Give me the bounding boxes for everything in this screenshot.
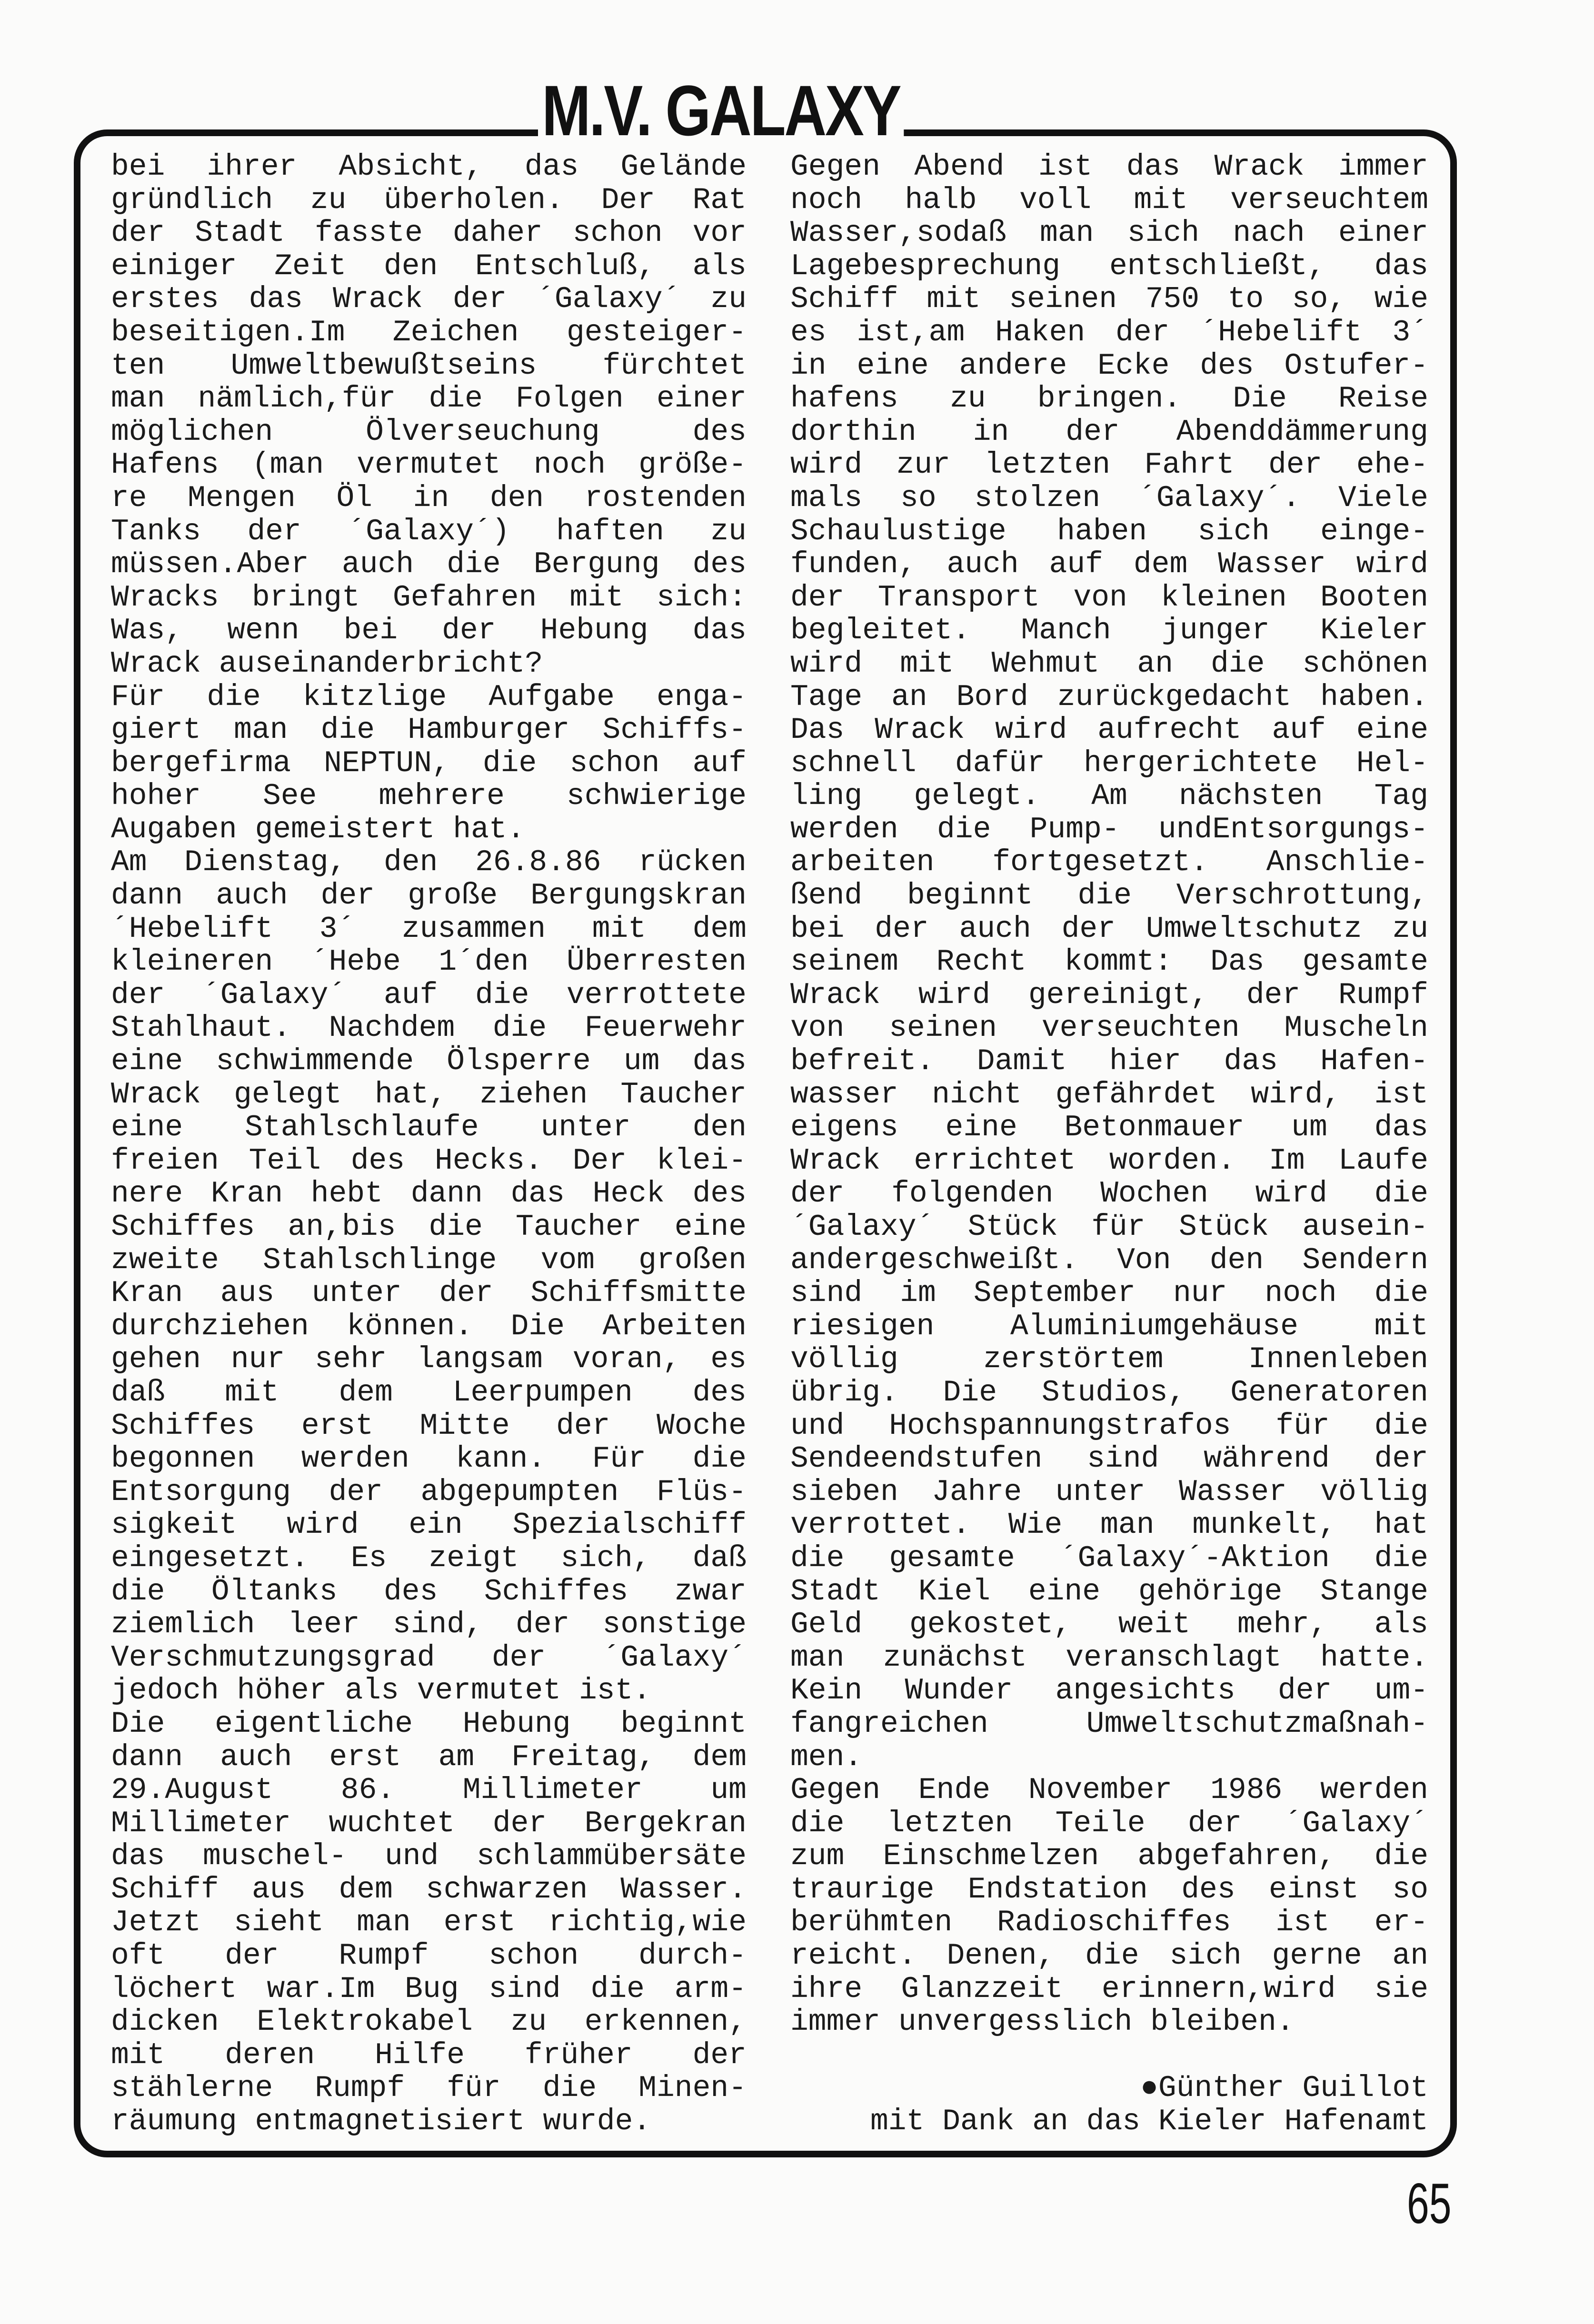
article-column-left [111,150,747,2138]
text-line: Wrack errichtet worden. Im Laufe [790,1143,1428,1178]
text-line: 29.August 86. Millimeter um [111,1773,747,1808]
text-line: Kein Wunder angesichts der um- [790,1674,1428,1708]
text-line: Wasser,sodaß man sich nach einer [790,216,1428,250]
text-line: nere Kran hebt dann das Heck des [111,1177,747,1211]
text-line: hoher See mehrere schwierige [111,779,747,814]
text-line: Entsorgung der abgepumpten Flüs- [111,1475,747,1509]
text-line: wird mit Wehmut an die schönen [790,646,1428,681]
page-number: 65 [1407,2172,1452,2235]
text-line: ´Galaxy´ Stück für Stück ausein- [790,1210,1428,1244]
text-line: sind im September nur noch die [790,1276,1428,1311]
text-line: beseitigen.Im Zeichen gesteiger- [111,315,747,349]
text-line: traurige Endstation des einst so [790,1872,1428,1907]
text-line: Sendeendstufen sind während der [790,1442,1428,1476]
text-line: gehen nur sehr langsam voran, es [111,1342,747,1377]
text-line: Tanks der ´Galaxy´) haften zu [111,514,747,548]
text-line: Stadt Kiel eine gehörige Stange [790,1574,1428,1609]
text-line: begleitet. Manch junger Kieler [790,614,1428,648]
text-line: die Öltanks des Schiffes zwar [111,1574,747,1609]
text-line: der ´Galaxy´ auf die verrottete [111,978,747,1012]
text-line: men. [790,1740,863,1774]
text-line: dann auch erst am Freitag, dem [111,1740,747,1774]
text-line: immer unvergesslich bleiben. [790,2005,1295,2039]
text-line: eigens eine Betonmauer um das [790,1111,1428,1145]
text-line: jedoch höher als vermutet ist. [111,1674,651,1708]
text-line: andergeschweißt. Von den Sendern [790,1243,1428,1277]
text-line: mals so stolzen ´Galaxy´. Viele [790,481,1428,515]
text-line: freien Teil des Hecks. Der klei- [111,1143,747,1178]
text-line: Geld gekostet, weit mehr, als [790,1608,1428,1642]
text-line: begonnen werden kann. Für die [111,1442,747,1476]
text-line: der Transport von kleinen Booten [790,580,1428,615]
text-line: einiger Zeit den Entschluß, als [111,249,747,283]
text-line: bei ihrer Absicht, das Gelände [111,150,747,184]
text-line: Das Wrack wird aufrecht auf eine [790,713,1428,747]
text-line: noch halb voll mit verseuchtem [790,183,1428,217]
text-line: Am Dienstag, den 26.8.86 rücken [111,845,747,880]
text-line: giert man die Hamburger Schiffs- [111,713,747,747]
text-line: Wrack wird gereinigt, der Rumpf [790,978,1428,1012]
text-line: ihre Glanzzeit erinnern,wird sie [790,1972,1428,2006]
text-line: reicht. Denen, die sich gerne an [790,1939,1428,1973]
text-line: eine schwimmende Ölsperre um das [111,1044,747,1079]
text-line: wird zur letzten Fahrt der ehe- [790,448,1428,482]
text-line: fangreichen Umweltschutzmaßnah- [790,1707,1428,1741]
author-signature: ●Günther Guillot [1140,2071,1428,2106]
text-line: funden, auch auf dem Wasser wird [790,547,1428,582]
text-line: Schiffes erst Mitte der Woche [111,1409,747,1443]
text-line: übrig. Die Studios, Generatoren [790,1375,1428,1410]
text-line: ßend beginnt die Verschrottung, [790,879,1428,913]
text-line: müssen.Aber auch die Bergung des [111,547,747,582]
text-line: bei der auch der Umweltschutz zu [790,912,1428,946]
text-line: Was, wenn bei der Hebung das [111,614,747,648]
text-line: zum Einschmelzen abgefahren, die [790,1839,1428,1874]
text-line: Wracks bringt Gefahren mit sich: [111,580,747,615]
text-line: Tage an Bord zurückgedacht haben. [790,680,1428,714]
text-line: bergefirma NEPTUN, die schon auf [111,746,747,780]
page-title: M.V. GALAXY [538,81,904,140]
text-line: ten Umweltbewußtseins fürchtet [111,348,747,383]
text-line: stählerne Rumpf für die Minen- [111,2071,747,2106]
text-line: befreit. Damit hier das Hafen- [790,1044,1428,1079]
text-line: Augaben gemeistert hat. [111,812,525,846]
text-line: schnell dafür hergerichtete Hel- [790,746,1428,780]
text-line: dorthin in der Abenddämmerung [790,415,1428,449]
text-line: die letzten Teile der ´Galaxy´ [790,1806,1428,1840]
text-line: der folgenden Wochen wird die [790,1177,1428,1211]
text-line: dicken Elektrokabel zu erkennen, [111,2005,747,2039]
text-line: ziemlich leer sind, der sonstige [111,1608,747,1642]
text-line: Jetzt sieht man erst richtig,wie [111,1906,747,1940]
text-line: möglichen Ölverseuchung des [111,415,747,449]
text-line: es ist,am Haken der ´Hebelift 3´ [790,315,1428,349]
acknowledgement: mit Dank an das Kieler Hafenamt [870,2105,1428,2139]
text-line: werden die Pump- undEntsorgungs- [790,812,1428,846]
text-line: man nämlich,für die Folgen einer [111,382,747,416]
text-line: gründlich zu überholen. Der Rat [111,183,747,217]
text-line: berühmten Radioschiffes ist er- [790,1906,1428,1940]
text-line: Wrack gelegt hat, ziehen Taucher [111,1077,747,1112]
text-line: re Mengen Öl in den rostenden [111,481,747,515]
text-line: Millimeter wuchtet der Bergekran [111,1806,747,1840]
text-line: Lagebesprechung entschließt, das [790,249,1428,283]
text-line: man zunächst veranschlagt hatte. [790,1640,1428,1675]
text-line: arbeiten fortgesetzt. Anschlie- [790,845,1428,880]
text-line: die gesamte ´Galaxy´-Aktion die [790,1541,1428,1575]
text-line: durchziehen können. Die Arbeiten [111,1309,747,1343]
text-line: hafens zu bringen. Die Reise [790,382,1428,416]
text-line: riesigen Aluminiumgehäuse mit [790,1309,1428,1343]
text-line: Für die kitzlige Aufgabe enga- [111,680,747,714]
text-line: das muschel- und schlammübersäte [111,1839,747,1874]
text-line: Verschmutzungsgrad der ´Galaxy´ [111,1640,747,1675]
text-line: Hafens (man vermutet noch größe- [111,448,747,482]
text-line: Schiffes an,bis die Taucher eine [111,1210,747,1244]
text-line: wasser nicht gefährdet wird, ist [790,1077,1428,1112]
text-line: eine Stahlschlaufe unter den [111,1111,747,1145]
text-line: dann auch der große Bergungskran [111,879,747,913]
text-line: erstes das Wrack der ´Galaxy´ zu [111,282,747,317]
text-line: Schiff mit seinen 750 to so, wie [790,282,1428,317]
text-line: Kran aus unter der Schiffsmitte [111,1276,747,1311]
text-line: sigkeit wird ein Spezialschiff [111,1508,747,1542]
text-line: Gegen Ende November 1986 werden [790,1773,1428,1808]
text-line: ´Hebelift 3´ zusammen mit dem [111,912,747,946]
text-line: löchert war.Im Bug sind die arm- [111,1972,747,2006]
text-line: seinem Recht kommt: Das gesamte [790,945,1428,979]
text-line: zweite Stahlschlinge vom großen [111,1243,747,1277]
text-line: Stahlhaut. Nachdem die Feuerwehr [111,1011,747,1045]
text-line: kleineren ´Hebe 1´den Überresten [111,945,747,979]
text-line: Die eigentliche Hebung beginnt [111,1707,747,1741]
text-line: Schaulustige haben sich einge- [790,514,1428,548]
article-column-right [790,150,1428,2138]
text-line: der Stadt fasste daher schon vor [111,216,747,250]
text-line: und Hochspannungstrafos für die [790,1409,1428,1443]
text-line: sieben Jahre unter Wasser völlig [790,1475,1428,1509]
text-line: ling gelegt. Am nächsten Tag [790,779,1428,814]
text-line: daß mit dem Leerpumpen des [111,1375,747,1410]
text-line: mit deren Hilfe früher der [111,2038,747,2072]
text-line: Wrack auseinanderbricht? [111,646,543,681]
text-line: von seinen verseuchten Muscheln [790,1011,1428,1045]
text-line: verrottet. Wie man munkelt, hat [790,1508,1428,1542]
text-line: völlig zerstörtem Innenleben [790,1342,1428,1377]
text-line: räumung entmagnetisiert wurde. [111,2105,651,2139]
text-line: in eine andere Ecke des Ostufer- [790,348,1428,383]
text-line: Gegen Abend ist das Wrack immer [790,150,1428,184]
text-line: eingesetzt. Es zeigt sich, daß [111,1541,747,1575]
text-line: oft der Rumpf schon durch- [111,1939,747,1973]
text-line: Schiff aus dem schwarzen Wasser. [111,1872,747,1907]
